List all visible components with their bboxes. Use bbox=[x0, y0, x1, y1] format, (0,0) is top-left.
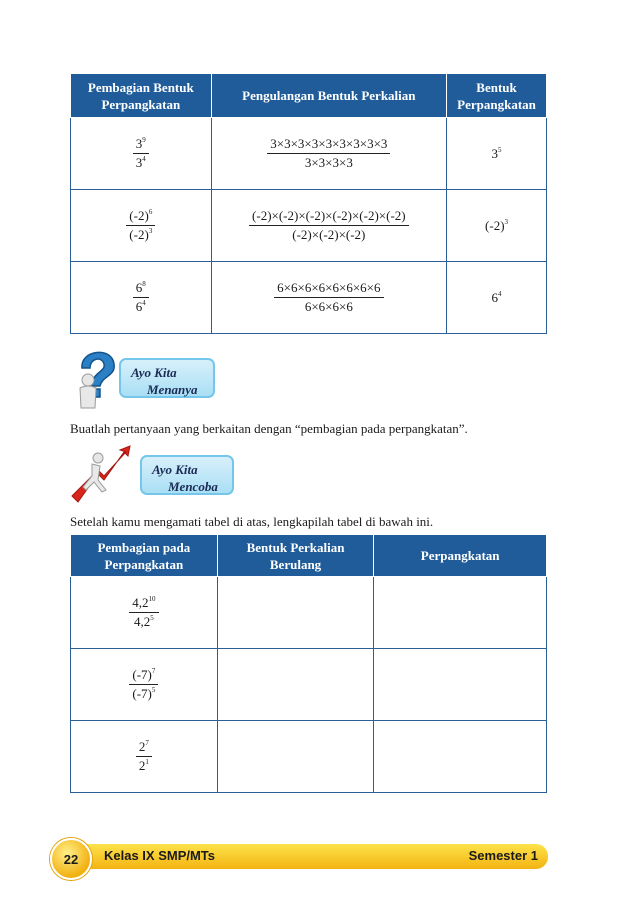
table-row bbox=[71, 118, 547, 190]
fraction: $\frac{4,2^{10}}{4,2^5}$ bbox=[129, 594, 158, 631]
repeated-product-fraction: $\frac{(-2)\times(-2)\times(-2)\times(-2)\times(-2)\times(-2)}{(-2)\times(-2)\times(-2)}$ bbox=[249, 207, 409, 244]
table-header-row bbox=[71, 74, 547, 118]
empty-answer-cell[interactable] bbox=[374, 649, 547, 721]
table-row bbox=[71, 262, 547, 334]
header-bentuk-perkalian: Bentuk Perkalian Berulang bbox=[217, 535, 374, 577]
header-bentuk-perpangkatan: Bentuk Perpangkatan bbox=[447, 74, 547, 118]
footer-class-label: Kelas IX SMP/MTs bbox=[104, 848, 216, 863]
paragraph-instruksi: Setelah kamu mengamati tabel di atas, lengkapilah tabel di bawah ini. bbox=[70, 514, 434, 529]
page-number: 22 bbox=[50, 838, 92, 880]
header-perpangkatan: Perpangkatan bbox=[374, 535, 547, 577]
result-cell: $6^4$ bbox=[447, 262, 547, 334]
header-pengulangan: Pengulangan Bentuk Perkalian bbox=[211, 74, 446, 118]
paragraph-pertanyaan: Buatlah pertanyaan yang berkaitan dengan “pembagian pada perpangkatan”. bbox=[70, 421, 468, 436]
repeated-product-fraction: $\frac{3\times 3\times 3\times 3\times 3\times 3\times 3\times 3\times 3}{3\times 3\times 3\times 3}$ bbox=[267, 135, 390, 172]
table-pembagian-perpangkatan bbox=[70, 73, 547, 334]
callout-line1: Ayo Kita bbox=[131, 365, 177, 380]
table-row bbox=[71, 577, 547, 649]
fraction: $\frac{2^7}{2^1}$ bbox=[136, 738, 152, 775]
empty-answer-cell[interactable] bbox=[217, 577, 374, 649]
table-row bbox=[71, 190, 547, 262]
callout-ayo-kita-mencoba bbox=[140, 455, 234, 495]
question-person-icon bbox=[68, 344, 126, 410]
fraction: $\frac{6^8}{6^4}$ bbox=[133, 279, 149, 316]
footer-semester-label: Semester 1 bbox=[468, 848, 538, 863]
fraction: $\frac{(-2)^6}{(-2)^3}$ bbox=[126, 207, 155, 244]
empty-answer-cell[interactable] bbox=[217, 721, 374, 793]
header-pembagian-bentuk: Pembagian Bentuk Perpangkatan bbox=[71, 74, 212, 118]
header-pembagian-pada: Pembagian pada Perpangkatan bbox=[71, 535, 218, 577]
empty-answer-cell[interactable] bbox=[374, 721, 547, 793]
repeated-product-fraction: $\frac{6\times 6\times 6\times 6\times 6\times 6\times 6\times 6}{6\times 6\times 6\times 6}$ bbox=[274, 279, 383, 316]
table-row bbox=[71, 721, 547, 793]
empty-answer-cell[interactable] bbox=[217, 649, 374, 721]
result-cell: $3^5$ bbox=[447, 118, 547, 190]
callout-line2: Menanya bbox=[147, 382, 198, 397]
callout-ayo-kita-menanya bbox=[119, 358, 215, 398]
table-row bbox=[71, 649, 547, 721]
fraction: $\frac{3^9}{3^4}$ bbox=[133, 135, 149, 172]
table-latihan bbox=[70, 534, 547, 793]
empty-answer-cell[interactable] bbox=[374, 577, 547, 649]
callout-line2: Mencoba bbox=[168, 479, 218, 494]
table-header-row bbox=[71, 535, 547, 577]
callout-line1: Ayo Kita bbox=[152, 462, 198, 477]
fraction: $\frac{(-7)^7}{(-7)^5}$ bbox=[129, 666, 158, 703]
running-arrow-icon bbox=[68, 444, 134, 506]
result-cell: $(-2)^3$ bbox=[447, 190, 547, 262]
